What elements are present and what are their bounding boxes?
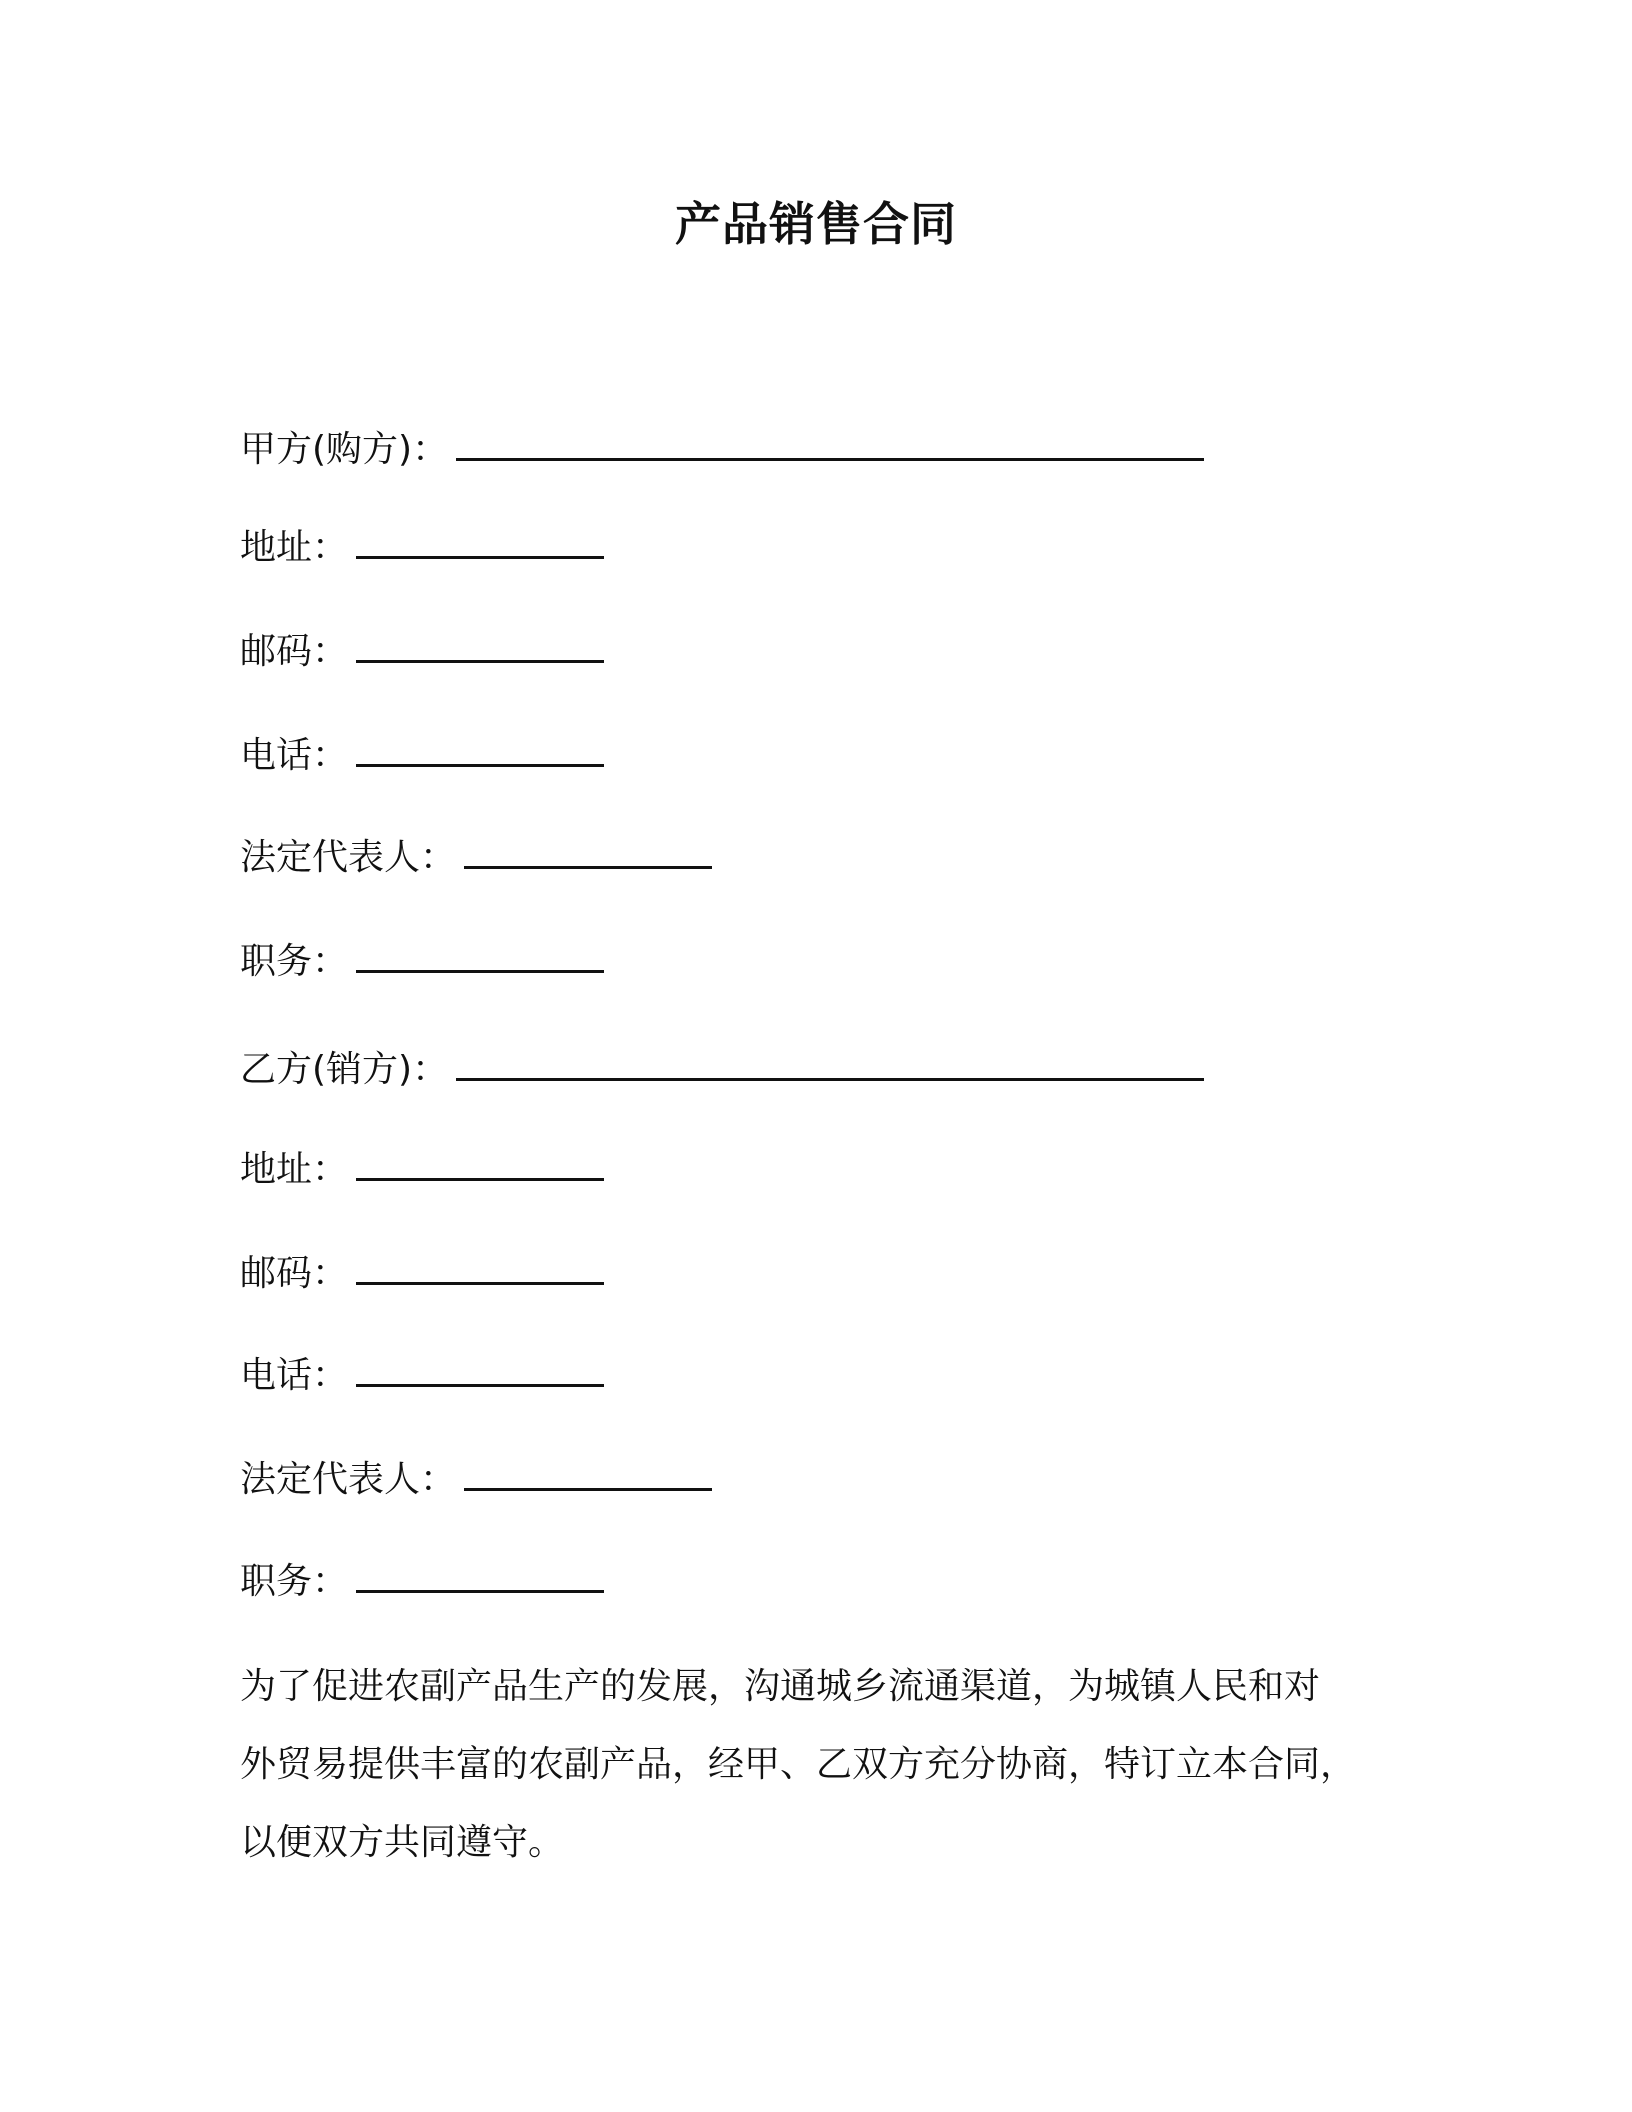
party-a-phone-blank[interactable] (356, 734, 604, 767)
party-a-legal-rep-field (240, 832, 712, 884)
party-a-address-label: 地址： (240, 527, 349, 568)
party-a-position-field (240, 936, 604, 988)
party-b-address-blank[interactable] (356, 1148, 604, 1181)
party-a-legal-rep-label: 法定代表人： (240, 837, 457, 878)
party-b-blank[interactable] (456, 1048, 1204, 1081)
party-a-postcode-label: 邮码： (240, 631, 349, 672)
party-a-address-blank[interactable] (356, 526, 604, 559)
party-b-postcode-blank[interactable] (356, 1252, 604, 1285)
party-a-label: 甲方(购方)： (240, 429, 449, 470)
party-b-position-field (240, 1556, 604, 1608)
party-a-postcode-field (240, 626, 604, 678)
preamble-line: 为了促进农副产品生产的发展，沟通城乡流通渠道，为城镇人民和对 (240, 1666, 1321, 1707)
party-b-position-label: 职务： (240, 1561, 349, 1602)
party-b-position-blank[interactable] (356, 1560, 604, 1593)
party-a-field (240, 424, 1204, 476)
party-a-phone-field (240, 730, 604, 782)
party-b-label: 乙方(销方)： (240, 1049, 449, 1090)
party-b-phone-blank[interactable] (356, 1354, 604, 1387)
preamble-line: 以便双方共同遵守。 (240, 1822, 565, 1863)
party-b-phone-field (240, 1350, 604, 1402)
preamble-line: 外贸易提供丰富的农副产品，经甲、乙双方充分协商，特订立本合同， (240, 1744, 1357, 1785)
party-b-address-label: 地址： (240, 1149, 349, 1190)
party-a-legal-rep-blank[interactable] (464, 836, 712, 869)
party-b-legal-rep-blank[interactable] (464, 1458, 712, 1491)
party-a-position-label: 职务： (240, 941, 349, 982)
party-a-phone-label: 电话： (240, 735, 349, 776)
party-a-position-blank[interactable] (356, 940, 604, 973)
document-title: 产品销售合同 (675, 197, 957, 251)
party-b-postcode-label: 邮码： (240, 1253, 349, 1294)
party-b-legal-rep-label: 法定代表人： (240, 1459, 457, 1500)
party-a-address-field (240, 522, 604, 574)
party-a-postcode-blank[interactable] (356, 630, 604, 663)
preamble-paragraph (240, 1648, 1400, 1882)
party-b-postcode-field (240, 1248, 604, 1300)
party-a-blank[interactable] (456, 428, 1204, 461)
party-b-phone-label: 电话： (240, 1355, 349, 1396)
party-b-field (240, 1044, 1204, 1096)
party-b-address-field (240, 1144, 604, 1196)
party-b-legal-rep-field (240, 1454, 712, 1506)
